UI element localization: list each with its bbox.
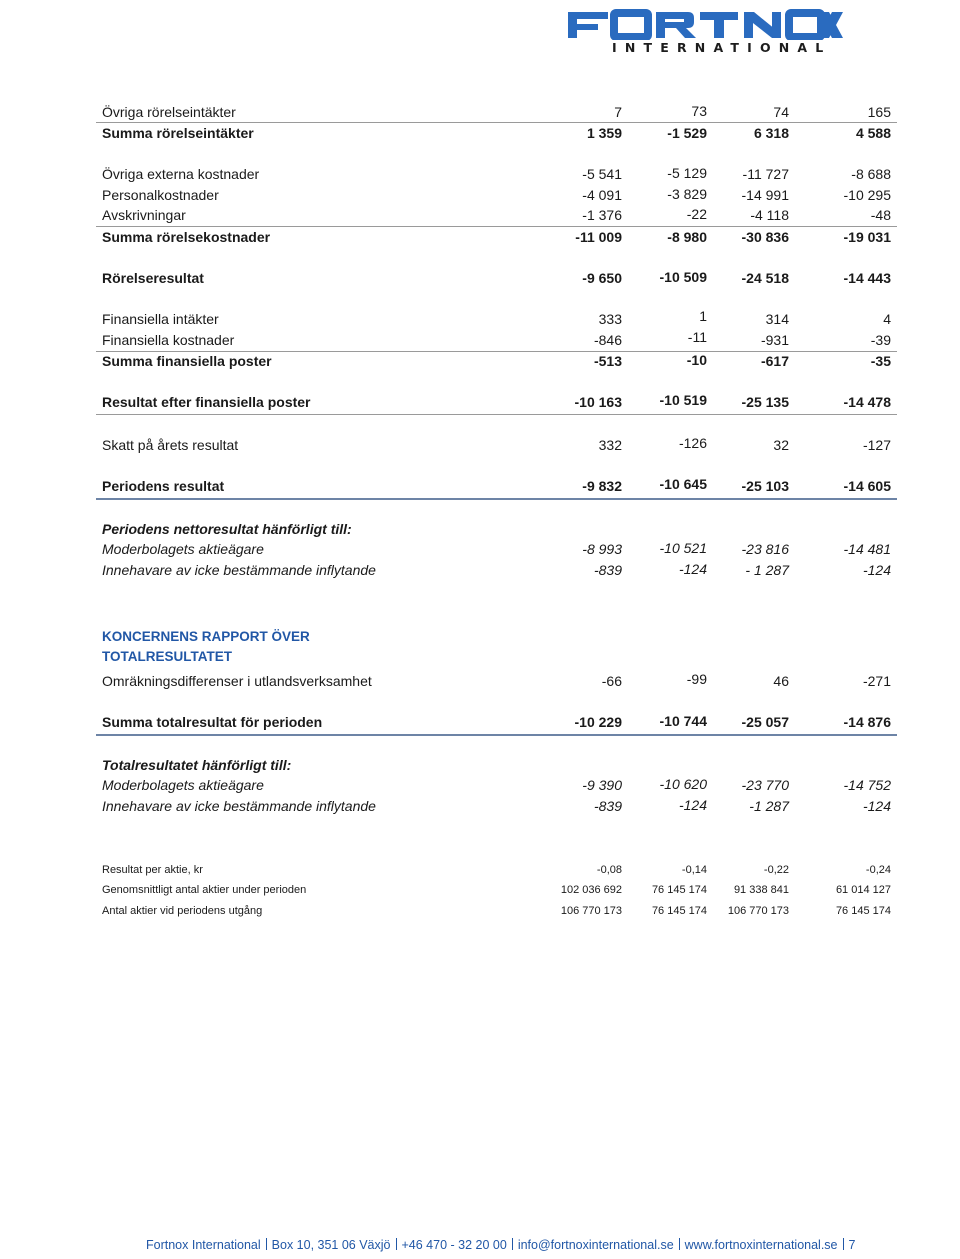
section-divider [96, 734, 897, 736]
table-row: Resultat efter finansiella poster -10 163 -10 519 -25 135 -14 478 [102, 392, 891, 410]
table-row: Periodens resultat -9 832 -10 645 -25 103 -14 605 [102, 476, 891, 494]
table-row: Genomsnittligt antal aktier under perioden 102 036 692 76 145 174 91 338 841 61 014 127 [102, 884, 891, 896]
footer-email-link[interactable]: info@fortnoxinternational.se [517, 1238, 674, 1252]
section-divider [96, 498, 897, 500]
attributable-result-heading: Periodens nettoresultat hänförligt till: [102, 521, 352, 537]
footer-separator [843, 1238, 844, 1250]
footer-separator [396, 1238, 397, 1250]
table-row: Omräkningsdifferenser i utlandsverksamhet -66 -99 46 -271 [102, 671, 891, 689]
table-row: Summa rörelsekostnader -11 009 -8 980 -30 836 -19 031 [102, 229, 891, 245]
table-row: Summa rörelseintäkter 1 359 -1 529 6 318 4 588 [102, 125, 891, 141]
page-number: 7 [848, 1238, 856, 1252]
footer-phone: +46 470 - 32 20 00 [401, 1238, 507, 1252]
table-row: Finansiella kostnader -846 -11 -931 -39 [102, 329, 891, 348]
table-row: Avskrivningar -1 376 -22 -4 118 -48 [102, 206, 891, 223]
table-row: Antal aktier vid periodens utgång 106 770 173 76 145 174 106 770 173 76 145 174 [102, 905, 891, 917]
table-row: Rörelseresultat -9 650 -10 509 -24 518 -14 443 [102, 269, 891, 286]
row-divider [96, 122, 897, 123]
comprehensive-income-title: KONCERNENS RAPPORT ÖVER TOTALRESULTATET [102, 629, 310, 664]
footer-web-link[interactable]: www.fortnoxinternational.se [684, 1238, 838, 1252]
table-row: Summa totalresultat för perioden -10 229 -10 744 -25 057 -14 876 [102, 713, 891, 730]
table-row: Övriga externa kostnader -5 541 -5 129 -11 727 -8 688 [102, 165, 891, 182]
row-divider [96, 226, 897, 227]
table-row: Innehavare av icke bestämmande inflytande -839 -124 -1 287 -124 [102, 797, 891, 814]
table-row: Skatt på årets resultat 332 -126 32 -127 [102, 435, 891, 453]
fortnox-wordmark-icon [566, 8, 844, 40]
table-row: Summa finansiella poster -513 -10 -617 -35 [102, 352, 891, 369]
table-row: Finansiella intäkter 333 1 314 4 [102, 308, 891, 327]
row-divider [96, 351, 897, 352]
table-row: Moderbolagets aktieägare -9 390 -10 620 -23 770 -14 752 [102, 776, 891, 793]
page-footer [146, 1238, 855, 1252]
footer-separator [266, 1238, 267, 1250]
attributable-total-heading: Totalresultatet hänförligt till: [102, 757, 292, 773]
table-row: Resultat per aktie, kr -0,08 -0,14 -0,22 -0,24 [102, 864, 891, 876]
table-row: Innehavare av icke bestämmande inflytande -839 -124 - 1 287 -124 [102, 561, 891, 578]
table-row: Personalkostnader -4 091 -3 829 -14 991 -10 295 [102, 186, 891, 203]
table-row: Moderbolagets aktieägare -8 993 -10 521 -23 816 -14 481 [102, 540, 891, 557]
footer-company: Fortnox International [146, 1238, 261, 1252]
footer-separator [512, 1238, 513, 1250]
footer-address: Box 10, 351 06 Växjö [271, 1238, 391, 1252]
footer-separator [679, 1238, 680, 1250]
logo-subtitle: INTERNATIONAL [612, 40, 832, 55]
row-divider [96, 414, 897, 415]
fortnox-logo [566, 8, 844, 60]
table-row: Övriga rörelseintäkter 7 73 74 165 [102, 103, 891, 120]
